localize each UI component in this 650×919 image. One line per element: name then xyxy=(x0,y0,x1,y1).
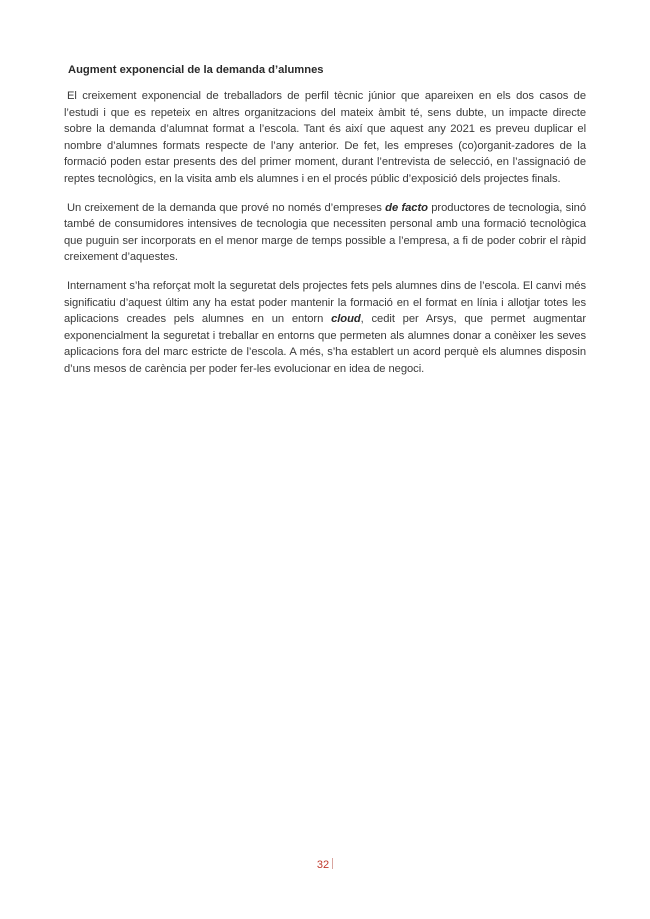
section-heading: Augment exponencial de la demanda d’alumnes xyxy=(68,64,324,76)
paragraph-2-text-end: productores de tecnologia, sinó també de consumidores intensives de tecnologia que necessiten personal amb una formació tecnològica que puguin ser incorporats en el menor marge de temps possible a l’empresa, a fi de poder cobrir el ràpid creixement d’aquestes. xyxy=(64,201,586,264)
paragraph-2-text-start: Un creixement de la demanda que prové no només d’empreses xyxy=(67,201,386,214)
paragraph-3 xyxy=(64,278,586,378)
paragraph-1-text: El creixement exponencial de treballadors de perfil tècnic júnior que apareixen en els dos casos de l’estudi i que es repeteix en altres organitzacions del mateix àmbit té, sens dubte, un impacte directe sobre la demanda d’alumnat format a l’escola. Tant és així que aquest any 2021 es preveu duplicar el nombre d’alumnes formats respecte de l’any anterior. De fet, les empreses (co)organit-zadores de la formació poden estar presents des del primer moment, durant l’entrevista de selecció, en l’assignació de reptes tecnològics, en la visita amb els alumnes i en el procés públic d’exposició dels projectes finals. xyxy=(64,90,586,185)
paragraph-3-text-end: , cedit per Arsys, que permet augmentar exponencialment la seguretat i treballar en entorns que permeten als alumnes donar a conèixer les seves aplicacions fora del marc estricte de l’escola. A més, s’ha establert un acord perquè els alumnes disposin d’uns mesos de carència per poder fer-les evolucionar en idea de negoci. xyxy=(64,313,586,375)
page-footer xyxy=(0,858,650,871)
paragraph-3-emphasis: cloud xyxy=(331,313,361,326)
page-number: 32 xyxy=(316,859,330,871)
page-number-divider xyxy=(332,858,333,869)
document-body xyxy=(64,62,586,390)
paragraph-2-emphasis: de facto xyxy=(385,201,428,214)
paragraph-3-text-start: Internament s’ha reforçat molt la seguretat dels projectes fets pels alumnes dins de l’escola. El canvi més significatiu d’aquest últim any ha estat poder mantenir la formació en el format en línia i allotjar totes les aplicacions creades pels alumnes en un entorn xyxy=(64,279,586,326)
paragraph-2 xyxy=(64,200,586,266)
paragraph-1 xyxy=(64,88,586,188)
